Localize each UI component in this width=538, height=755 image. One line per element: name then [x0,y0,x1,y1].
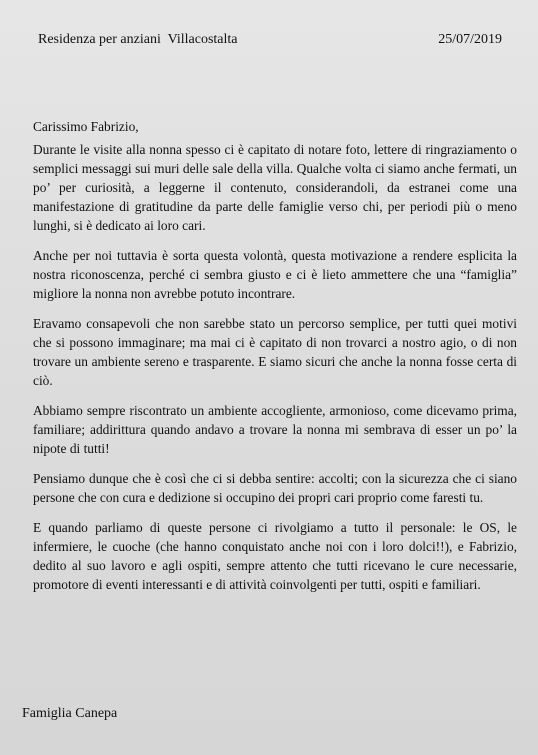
institution-name: Residenza per anziani Villacostalta [38,32,238,47]
paragraph-6: E quando parliamo di queste persone ci rivolgiamo a tutto il personale: le OS, le infermiere, le cuoche (che hanno conquistato anche noi con i loro dolci!!), e Fabrizio, dedito al suo lavoro e agli ospiti, sempre attento che tutti ricevano le cure necessarie, promotore di eventi interessanti e di attività coinvolgenti per tutti, ospiti e familiari. [33,520,517,592]
letter-date: 25/07/2019 [438,32,502,47]
paragraph-2: Anche per noi tuttavia è sorta questa volontà, questa motivazione a rendere esplicita la nostra riconoscenza, perché ci sembra giusto e ci è lieto ammettere che una “famiglia” migliore la nonna non avrebbe potuto incontrare. [33,248,517,301]
letter-header [38,30,502,49]
paragraph-3: Eravamo consapevoli che non sarebbe stato un percorso semplice, per tutti quei motivi che si possono immaginare; ma mai ci è capitato di non trovarci a nostro agio, o di non trovare un ambiente sereno e trasparente. E siamo sicuri che anche la nonna fosse certa di ciò. [33,316,517,388]
salutation: Carissimo Fabrizio, [33,119,139,134]
paragraph-4: Abbiamo sempre riscontrato un ambiente accogliente, armonioso, come dicevamo prima, familiare; addirittura quando andavo a trovare la nonna mi sembrava di esser un po’ la nipote di tutti! [33,403,517,456]
paragraph-1: Durante le visite alla nonna spesso ci è capitato di notare foto, lettere di ringraziamento o semplici messaggi sui muri delle sale della villa. Qualche volta ci siamo anche fermati, un po’ per curiosità, a leggerne il contenuto, considerandoli, da estranei come una manifestazione di gratitudine da parte delle famiglie verso chi, per periodi più o meno lunghi, si è dedicato ai loro cari. [33,142,517,233]
signature: Famiglia Canepa [22,706,118,721]
paragraph-5: Pensiamo dunque che è così che ci si debba sentire: accolti; con la sicurezza che ci siano persone che con cura e dedizione si occupino dei propri cari proprio come faresti tu. [33,471,517,505]
letter-body [33,140,517,605]
